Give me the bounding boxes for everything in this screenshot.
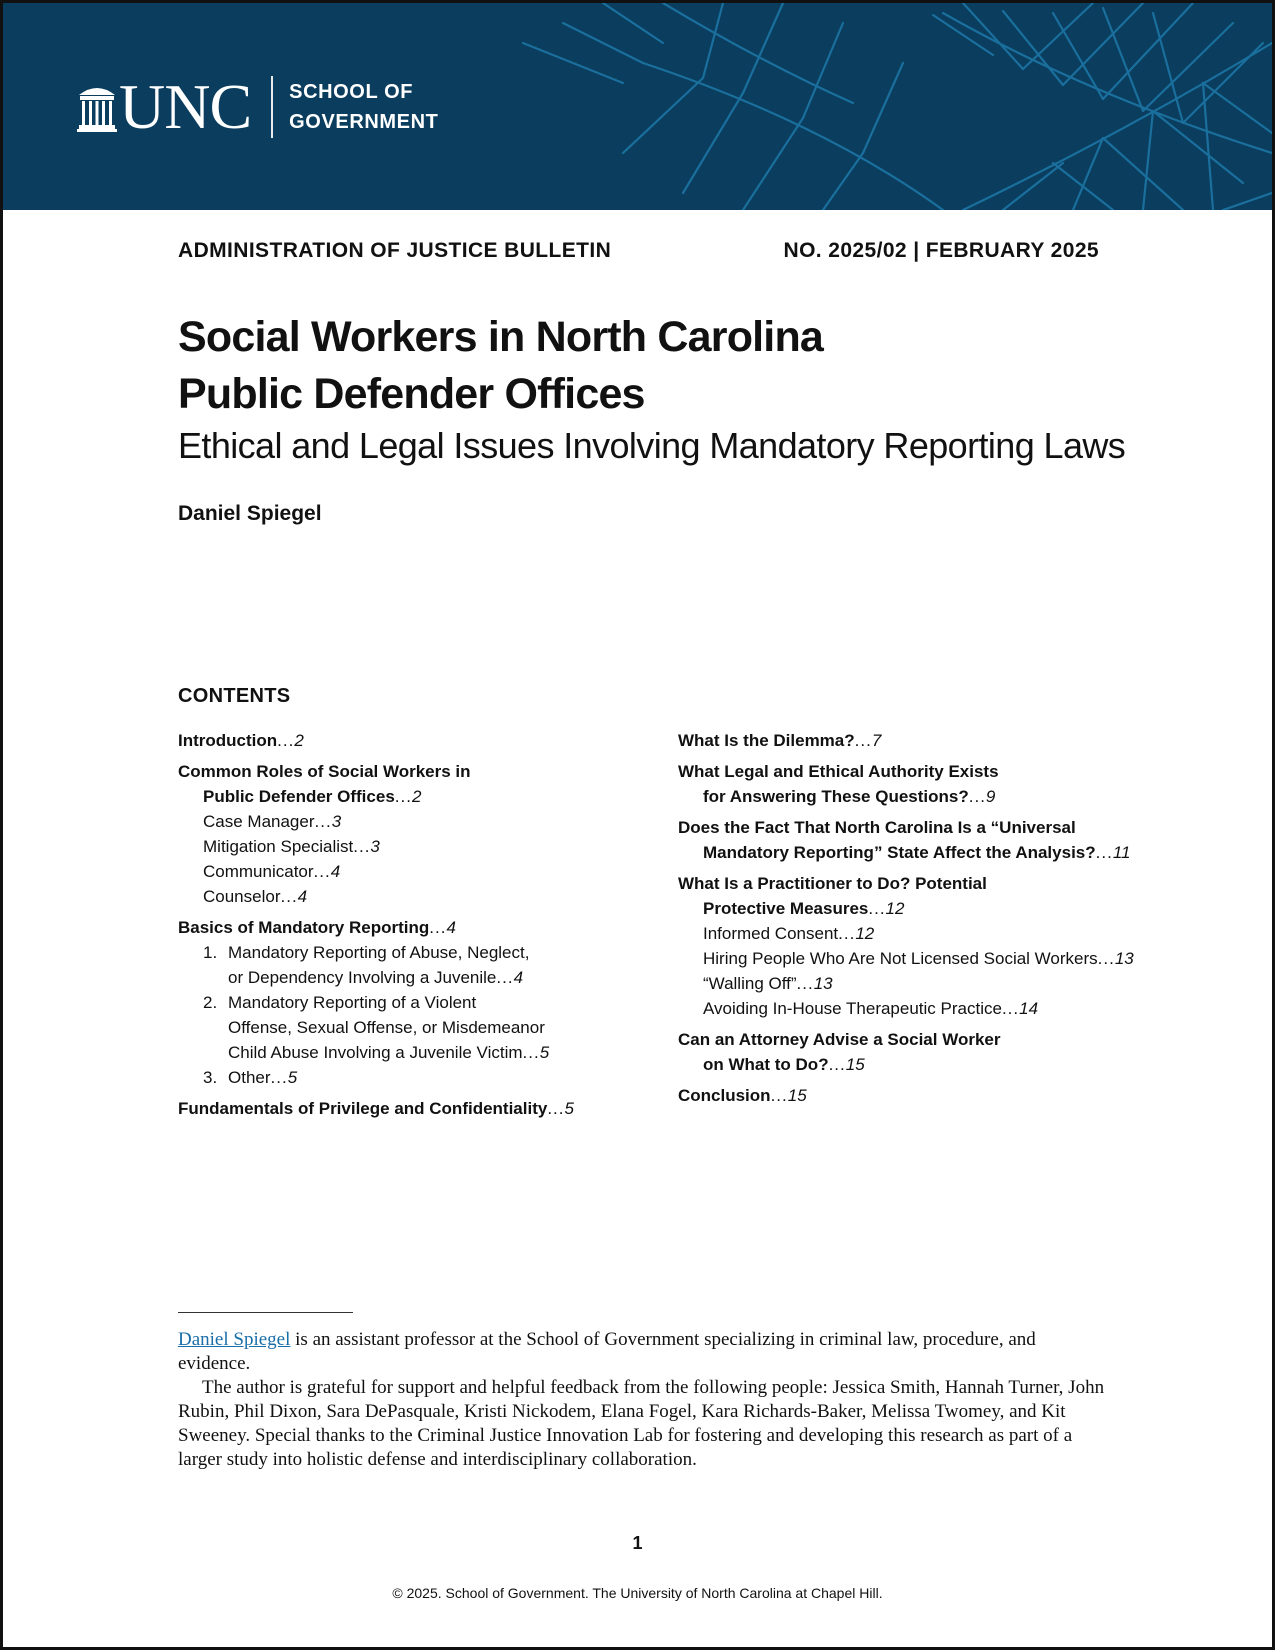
document-subtitle: Ethical and Legal Issues Involving Mandatory Reporting Laws (178, 425, 1126, 466)
toc-leader-dots: ... (854, 731, 872, 750)
toc-leader-dots: ... (547, 1099, 565, 1118)
toc-leader-dots: ... (277, 731, 295, 750)
toc-entry-label: What Is the Dilemma? (678, 731, 855, 750)
toc-entry-label-cont: Mandatory Reporting” State Affect the Analysis? (703, 843, 1096, 862)
author-name: Daniel Spiegel (178, 502, 322, 525)
toc-entry[interactable] (678, 728, 1178, 753)
toc-leader-dots: ... (313, 862, 331, 881)
toc-entry-label-cont: on What to Do? (703, 1055, 829, 1074)
toc-entry[interactable] (178, 884, 658, 909)
toc-entry-label: Introduction (178, 731, 278, 750)
toc-leader-dots: ... (828, 1055, 846, 1074)
toc-page-number: 5 (564, 1099, 574, 1118)
school-of-government-label: SCHOOL OF GOVERNMENT (289, 81, 439, 133)
toc-page-number: 4 (513, 968, 524, 987)
toc-entry-label-cont: Protective Measures (703, 899, 869, 918)
toc-entry[interactable] (178, 940, 658, 990)
toc-entry[interactable] (178, 809, 658, 834)
toc-page-number: 3 (331, 812, 342, 831)
toc-entry-label: Communicator (203, 862, 314, 881)
toc-leader-dots: ... (314, 812, 332, 831)
copyright-notice: © 2025. School of Government. The University of North Carolina at Chapel Hill. (392, 1585, 883, 1601)
bulletin-series: ADMINISTRATION OF JUSTICE BULLETIN (178, 239, 612, 262)
toc-entry-label: Does the Fact That North Carolina Is a “Universal (678, 818, 1076, 837)
toc-leader-dots: ... (270, 1068, 288, 1087)
toc-entry-label: Common Roles of Social Workers in (178, 762, 471, 781)
toc-entry-label-cont: or Dependency Involving a Juvenile (228, 968, 497, 987)
toc-leader-dots: ... (1097, 949, 1115, 968)
toc-entry-label: What Is a Practitioner to Do? Potential (678, 874, 987, 893)
toc-leader-dots: ... (968, 787, 986, 806)
toc-entry[interactable] (178, 915, 658, 940)
toc-page-number: 12 (855, 924, 875, 943)
toc-entry[interactable] (178, 728, 658, 753)
toc-entry-label: Conclusion (678, 1086, 771, 1105)
toc-page-number: 7 (871, 731, 882, 750)
toc-entry-number: 3. (203, 1068, 218, 1087)
toc-entry-label-cont: Offense, Sexual Offense, or Misdemeanor (228, 1018, 545, 1037)
toc-entry-label: Fundamentals of Privilege and Confidentiality (178, 1099, 548, 1118)
toc-page-number: 3 (370, 837, 380, 856)
toc-entry[interactable] (678, 996, 1178, 1021)
unc-wordmark: UNC (119, 71, 252, 142)
toc-entry[interactable] (678, 1083, 1178, 1108)
contents-heading: CONTENTS (178, 685, 291, 707)
toc-entry[interactable] (178, 859, 658, 884)
toc-entry-label: Mandatory Reporting of Abuse, Neglect, (228, 943, 530, 962)
toc-page-number: 14 (1019, 999, 1039, 1018)
toc-leader-dots: ... (1001, 999, 1020, 1018)
issue-number-date: NO. 2025/02 | FEBRUARY 2025 (783, 239, 1099, 262)
toc-page-number: 5 (287, 1068, 298, 1087)
toc-leader-dots: ... (1095, 843, 1113, 862)
toc-entry[interactable] (678, 871, 1178, 921)
toc-entry-label-cont: Public Defender Offices (203, 787, 395, 806)
toc-entry-label: What Legal and Ethical Authority Exists (678, 762, 999, 781)
toc-entry-label: Case Manager (203, 812, 315, 831)
toc-entry[interactable] (678, 815, 1178, 865)
toc-entry[interactable] (678, 759, 1178, 809)
logo-divider (271, 76, 273, 138)
toc-page-number: 15 (845, 1055, 865, 1074)
toc-entry-label: Informed Consent (703, 924, 839, 943)
toc-entry[interactable] (178, 1065, 658, 1090)
toc-entry-label: Mitigation Specialist (203, 837, 354, 856)
toc-leader-dots: ... (353, 837, 371, 856)
toc-entry[interactable] (678, 921, 1178, 946)
toc-entry[interactable] (178, 1096, 658, 1121)
old-well-icon (77, 81, 117, 133)
toc-entry-label-cont: Child Abuse Involving a Juvenile Victim (228, 1043, 523, 1062)
toc-entry-number: 2. (203, 993, 218, 1012)
toc-page-number: 12 (885, 899, 905, 918)
toc-entry-label: Mandatory Reporting of a Violent (228, 993, 477, 1012)
toc-entry[interactable] (678, 1027, 1178, 1077)
toc-leader-dots: ... (522, 1043, 540, 1062)
toc-entry-label: Basics of Mandatory Reporting (178, 918, 430, 937)
toc-page-number: 9 (985, 787, 996, 806)
toc-entry[interactable] (178, 759, 658, 809)
toc-entry-label: Other (228, 1068, 271, 1087)
toc-right-column (678, 728, 1178, 1108)
acknowledgements: The author is grateful for support and helpful feedback from the following people: Jessica Smith, Hannah Turner, John Rubin, Phil Dixon, Sara DePasquale, Kristi Nickodem, Elana Fogel, Kara Richards-Baker, Melissa Twomey, and Kit Sweeney. Special thanks to the Criminal Justice Innovation Lab for fostering and developing this research as part of a larger study into holistic defense and interdisciplinary collaboration. (178, 1377, 1105, 1470)
page-number: 1 (632, 1533, 643, 1553)
toc-leader-dots: ... (429, 918, 447, 937)
toc-page-number: 4 (330, 862, 341, 881)
toc-leader-dots: ... (394, 787, 412, 806)
toc-page-number: 4 (297, 887, 308, 906)
toc-entry-label: Avoiding In-House Therapeutic Practice (703, 999, 1002, 1018)
toc-entry-label: “Walling Off” (703, 974, 797, 993)
toc-entry-label-cont: for Answering These Questions? (703, 787, 969, 806)
toc-left-column (178, 728, 658, 1121)
toc-entry-number: 1. (203, 943, 218, 962)
author-footnote: Daniel Spiegel is an assistant professor at the School of Government specializing in criminal law, procedure, and evidence. The author is grateful for support and helpful feedback from the following people: Jessica Smith, Hannah Turner, John Rubin, Phil Dixon, Sara DePasquale, Kristi Nickodem, Elana Fogel, Kara Richards-Baker, Melissa Twomey, and Kit Sweeney. Special thanks to the Criminal Justice Innovation Lab for fostering and developing this research as part of a larger study into holistic defense and interdisciplinary collaboration. (178, 1328, 1108, 1472)
toc-entry-label: Counselor (203, 887, 281, 906)
toc-page-number: 4 (446, 918, 456, 937)
toc-leader-dots: ... (838, 924, 856, 943)
toc-page-number: 2 (411, 787, 422, 806)
toc-page-number: 11 (1112, 843, 1131, 862)
footnote-rule (178, 1312, 353, 1313)
toc-entry-label: Hiring People Who Are Not Licensed Social Workers (703, 949, 1098, 968)
toc-entry[interactable] (678, 971, 1178, 996)
toc-entry-label: Can an Attorney Advise a Social Worker (678, 1030, 1001, 1049)
toc-entry[interactable] (178, 834, 658, 859)
unc-logo (77, 71, 439, 142)
toc-leader-dots: ... (280, 887, 298, 906)
toc-leader-dots: ... (496, 968, 514, 987)
header-banner (3, 3, 1272, 210)
toc-entry[interactable] (178, 990, 658, 1065)
toc-page-number: 5 (539, 1043, 550, 1062)
toc-page-number: 2 (294, 731, 304, 750)
toc-entry[interactable] (678, 946, 1178, 971)
toc-page-number: 15 (787, 1086, 807, 1105)
toc-page-number: 13 (1114, 949, 1134, 968)
toc-page-number: 13 (813, 974, 833, 993)
toc-leader-dots: ... (770, 1086, 788, 1105)
toc-leader-dots: ... (868, 899, 886, 918)
author-bio-link[interactable]: Daniel Spiegel (178, 1329, 291, 1350)
toc-leader-dots: ... (796, 974, 814, 993)
document-title: Social Workers in North Carolina Public Defender Offices (178, 313, 824, 418)
